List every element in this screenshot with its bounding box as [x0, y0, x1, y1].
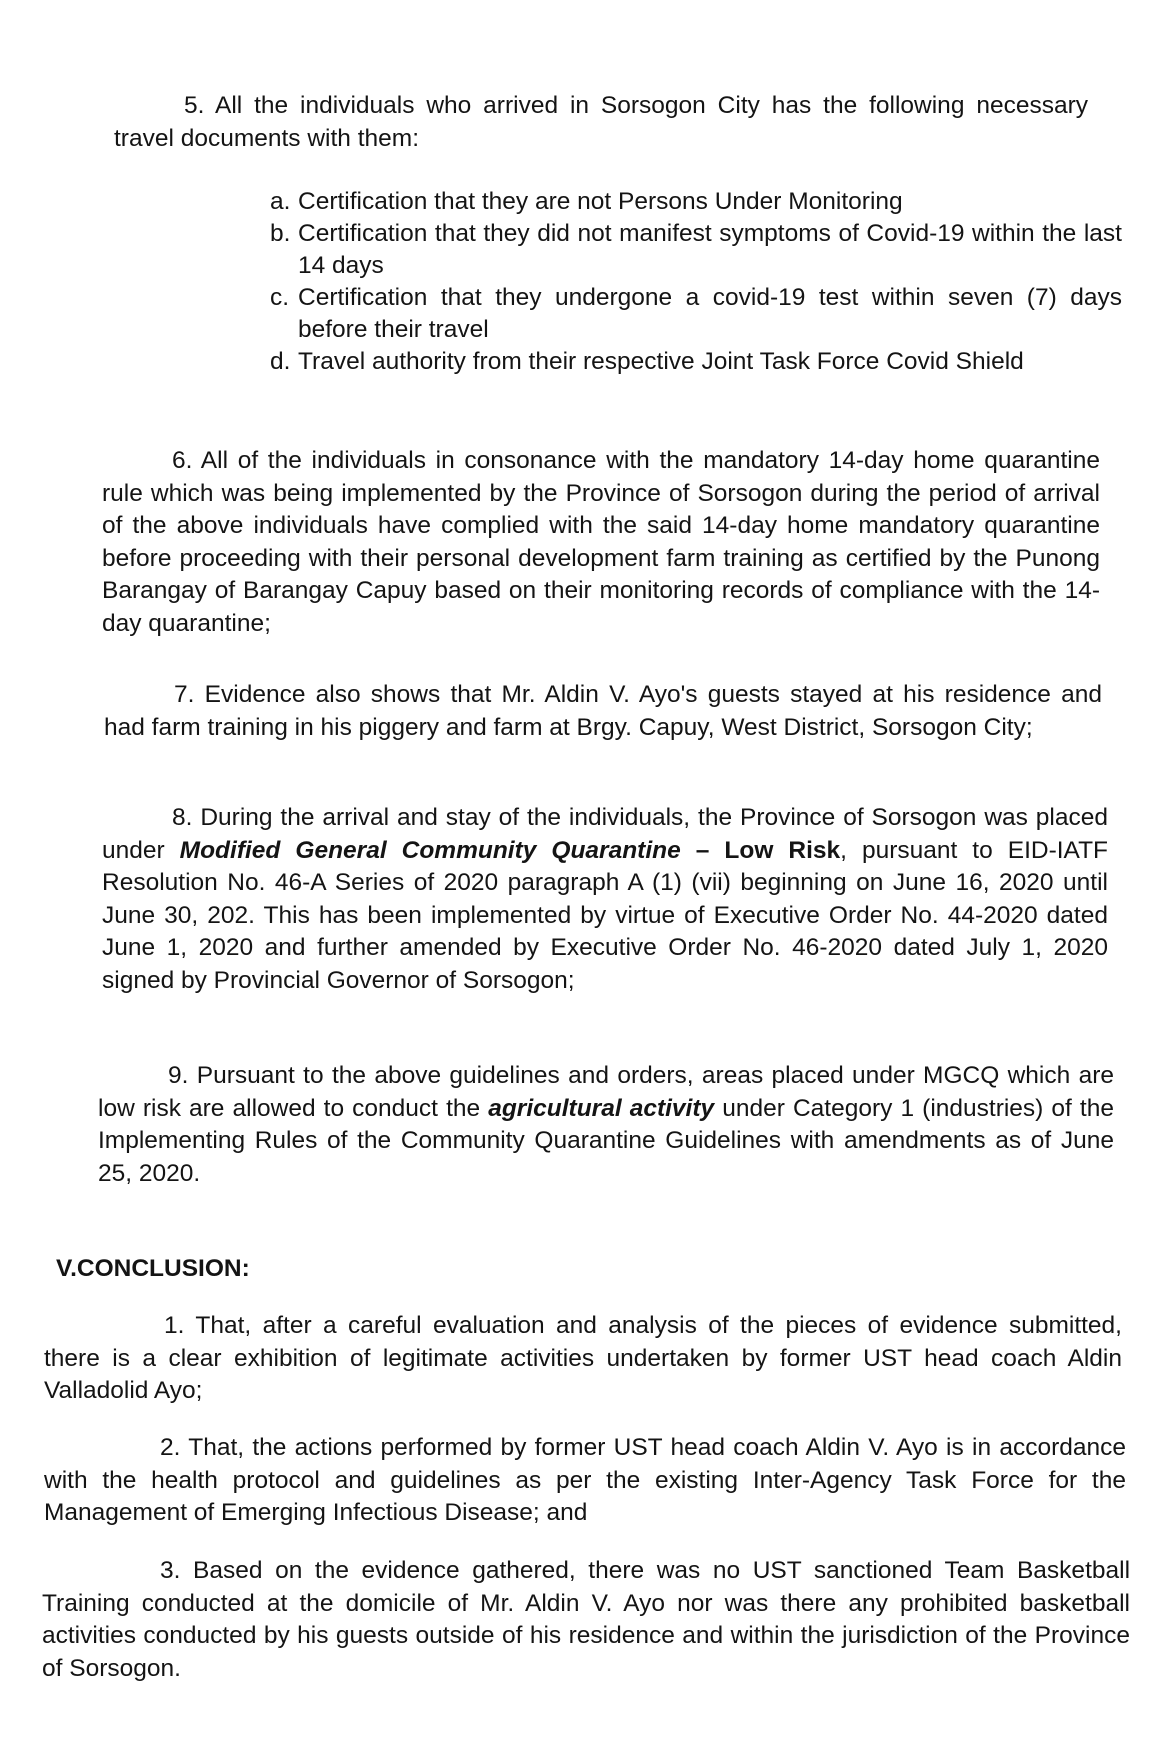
item-text: Based on the evidence gathered, there was no UST sanctioned Team Basketball Training conducted at the domicile of Mr. Aldin V. Ayo nor was there any prohibited basketball activities conducted by his guests outside of his residence and within the jurisdiction of the Province of Sorsogon. [42, 1557, 1131, 1682]
item-number: 5. [184, 92, 205, 119]
item-number: 6. [172, 447, 193, 474]
item-text: All the individuals who arrived in Sorsogon City has the following necessary travel documents with them: [114, 92, 1088, 152]
paragraph-item-7 [104, 679, 1102, 744]
list-text: Certification that they did not manifest symptoms of Covid-19 within the last 14 days [298, 220, 1122, 279]
item-text-after: under Category 1 (industries) of the Implementing Rules of the Community Quarantine Guidelines with amendments as of June 25, 2020. [98, 1094, 1114, 1187]
item-number: 7. [174, 681, 195, 708]
list-text: Certification that they are not Persons Under Monitoring [298, 188, 903, 215]
item-number: 9. [168, 1062, 189, 1089]
emphasis-agricultural-activity: agricultural activity [488, 1094, 715, 1122]
conclusion-item-2 [44, 1432, 1126, 1530]
item-number: 3. [160, 1557, 181, 1584]
list-marker: c. [270, 284, 290, 311]
conclusion-item-3 [42, 1555, 1130, 1685]
list-item-c [270, 282, 1122, 346]
paragraph-item-6 [102, 445, 1100, 640]
conclusion-item-1 [44, 1310, 1122, 1408]
item-text-before: During the arrival and stay of the individuals, the Province of Sorsogon was placed under [102, 804, 1108, 864]
item-text-after: , pursuant to EID-IATF Resolution No. 46-A Series of 2020 paragraph A (1) (vii) beginning on June 16, 2020 until June 30, 202. This has been implemented by virtue of Executive Order No. 44-2020 dated June 1, 2020 and further amended by Executive Order No. 46-2020 dated July 1, 2020 signed by Provincial Governor of Sorsogon; [102, 836, 1109, 994]
paragraph-item-8 [102, 802, 1108, 997]
section-heading-conclusion: V.CONCLUSION: [56, 1255, 250, 1282]
list-item-d [270, 346, 1122, 378]
item-text: That, after a careful evaluation and analysis of the pieces of evidence submitted, there is a clear exhibition of legitimate activities undertaken by former UST head coach Aldin Valladolid Ayo; [44, 1312, 1122, 1404]
list-item-a [270, 186, 1122, 218]
list-text: Travel authority from their respective Joint Task Force Covid Shield [298, 348, 1024, 375]
item-text: Evidence also shows that Mr. Aldin V. Ayo's guests stayed at his residence and had farm training in his piggery and farm at Brgy. Capuy, West District, Sorsogon City; [104, 681, 1102, 741]
list-marker: a. [270, 188, 291, 215]
item-text-before: Pursuant to the above guidelines and orders, areas placed under MGCQ which are low risk are allowed to conduct the [98, 1062, 1114, 1122]
item-text: All of the individuals in consonance with the mandatory 14-day home quarantine rule which was being implemented by the Province of Sorsogon during the period of arrival of the above individuals have complied with the said 14-day home mandatory quarantine before proceeding with their personal development farm training as certified by the Punong Barangay of Barangay Capuy based on their monitoring records of compliance with the 14-day quarantine; [102, 447, 1100, 637]
paragraph-item-5 [114, 90, 1088, 155]
item-number: 1. [164, 1312, 185, 1339]
list-text: Certification that they undergone a covid-19 test within seven (7) days before their travel [298, 284, 1122, 343]
item-number: 2. [160, 1434, 181, 1461]
item-text: That, the actions performed by former UST head coach Aldin V. Ayo is in accordance with the health protocol and guidelines as per the existing Inter-Agency Task Force for the Management of Emerging Infectious Disease; and [44, 1434, 1126, 1526]
dash: – [680, 836, 725, 864]
list-marker: d. [270, 348, 291, 375]
paragraph-item-9 [98, 1060, 1114, 1190]
emphasis-low-risk: Low Risk [724, 836, 841, 864]
list-marker: b. [270, 220, 291, 247]
list-item-b [270, 218, 1122, 282]
emphasis-mgcq: Modified General Community Quarantine [179, 836, 681, 864]
item-number: 8. [172, 804, 193, 831]
